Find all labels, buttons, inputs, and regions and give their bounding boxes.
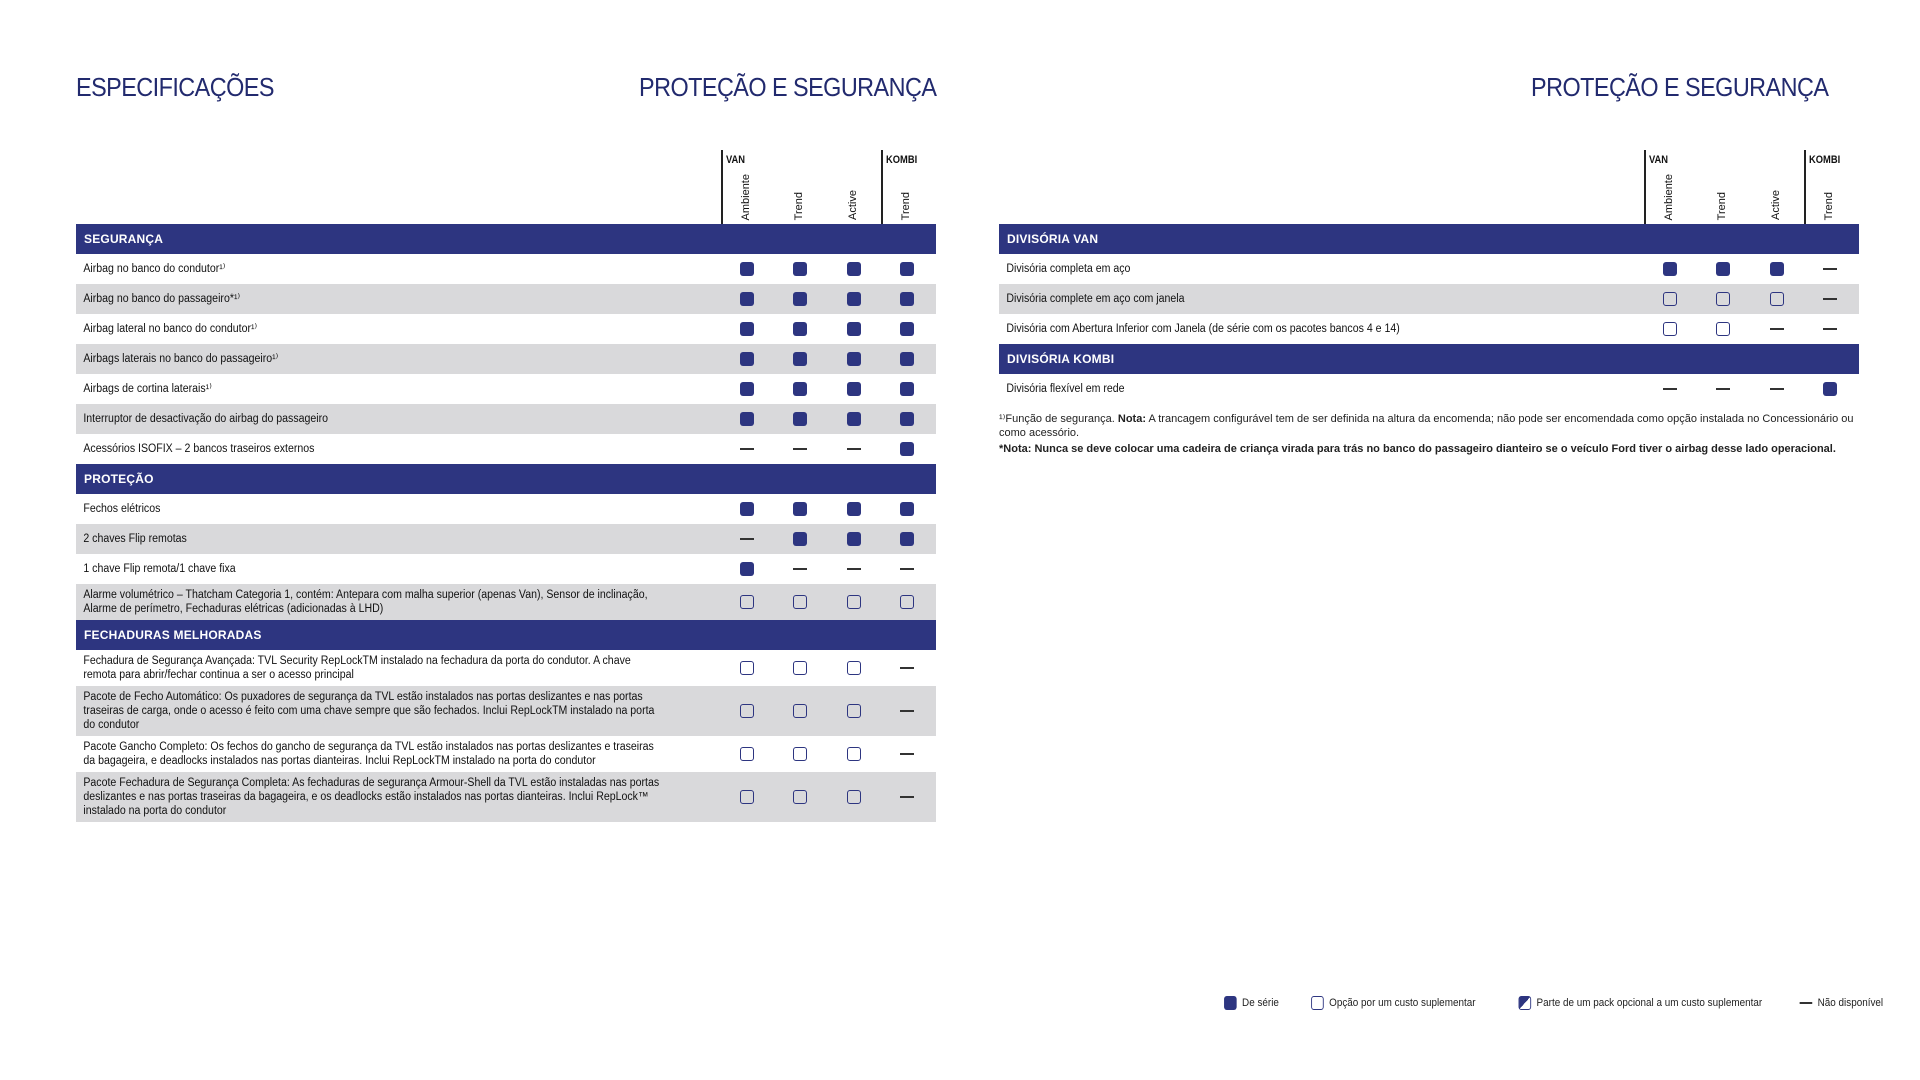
unavailable-icon bbox=[900, 568, 914, 570]
unavailable-icon bbox=[740, 538, 754, 540]
standard-icon bbox=[740, 562, 754, 576]
table-row bbox=[76, 584, 936, 620]
standard-icon bbox=[1663, 262, 1677, 276]
column-label: Ambiente bbox=[1663, 173, 1675, 220]
standard-icon bbox=[793, 322, 807, 336]
unavailable-icon bbox=[1770, 388, 1784, 390]
column-header bbox=[76, 150, 936, 224]
group-kombi: KOMBI bbox=[886, 154, 918, 166]
option-icon bbox=[847, 747, 861, 761]
table-row bbox=[76, 254, 936, 284]
unavailable-icon bbox=[793, 448, 807, 450]
option-icon bbox=[847, 595, 861, 609]
standard-icon bbox=[793, 412, 807, 426]
standard-icon bbox=[900, 382, 914, 396]
option-icon bbox=[1770, 292, 1784, 306]
table-row bbox=[76, 686, 936, 736]
group-van: VAN bbox=[726, 154, 746, 166]
row-label: 2 chaves Flip remotas bbox=[83, 533, 187, 545]
standard-icon bbox=[740, 262, 754, 276]
table-row bbox=[999, 254, 1859, 284]
standard-icon bbox=[793, 382, 807, 396]
option-icon bbox=[740, 595, 754, 609]
standard-icon bbox=[1770, 262, 1784, 276]
standard-icon bbox=[847, 352, 861, 366]
row-label: Airbags laterais no banco do passageiro¹⁾ bbox=[83, 353, 279, 365]
option-icon bbox=[847, 661, 861, 675]
unavailable-icon bbox=[793, 568, 807, 570]
standard-icon bbox=[900, 322, 914, 336]
standard-icon bbox=[1716, 262, 1730, 276]
standard-icon bbox=[900, 532, 914, 546]
table-row bbox=[76, 284, 936, 314]
unavailable-icon bbox=[1716, 388, 1730, 390]
pack-icon bbox=[1518, 996, 1531, 1010]
standard-icon bbox=[793, 262, 807, 276]
standard-icon bbox=[900, 292, 914, 306]
standard-icon bbox=[793, 292, 807, 306]
standard-icon bbox=[793, 502, 807, 516]
option-icon bbox=[847, 790, 861, 804]
row-label: Acessórios ISOFIX – 2 bancos traseiros externos bbox=[83, 443, 315, 455]
section-header: DIVISÓRIA KOMBI bbox=[999, 344, 1859, 374]
standard-icon bbox=[793, 532, 807, 546]
column-label: Trend bbox=[1823, 191, 1835, 220]
page-heading: ESPECIFICAÇÕES bbox=[76, 72, 274, 102]
row-label: Interruptor de desactivação do airbag do passageiro bbox=[83, 413, 329, 425]
row-label: Fechos elétricos bbox=[83, 503, 161, 515]
option-icon bbox=[793, 790, 807, 804]
standard-icon bbox=[740, 292, 754, 306]
unavailable-icon bbox=[900, 753, 914, 755]
row-label: Fechadura de Segurança Avançada: TVL Security RepLockTM instalado na fechadura da porta do condutor. A chave remota para abrir/fechar continua a ser o acesso principal bbox=[83, 655, 631, 681]
row-label: Airbag no banco do condutor¹⁾ bbox=[83, 263, 226, 275]
option-icon bbox=[847, 704, 861, 718]
page-title: PROTEÇÃO E SEGURANÇA bbox=[638, 72, 936, 102]
legend-unavailable: Não disponível bbox=[1800, 997, 1884, 1009]
unavailable-icon bbox=[1823, 268, 1837, 270]
standard-icon bbox=[900, 412, 914, 426]
column-label: Ambiente bbox=[740, 173, 752, 220]
row-label: Alarme volumétrico – Thatcham Categoria 1, contém: Antepara com malha superior (apenas Van), Sensor de inclinação, Alarme de perímetro, Fechaduras elétricas (adicionadas à LHD) bbox=[83, 589, 648, 615]
row-label: Divisória completa em aço bbox=[1006, 263, 1131, 275]
standard-icon bbox=[847, 322, 861, 336]
column-label: Trend bbox=[793, 191, 805, 220]
table-row bbox=[76, 344, 936, 374]
legend bbox=[1221, 996, 1888, 1010]
standard-icon bbox=[740, 502, 754, 516]
table-row bbox=[76, 524, 936, 554]
standard-icon bbox=[740, 352, 754, 366]
standard-icon bbox=[793, 352, 807, 366]
standard-icon bbox=[900, 442, 914, 456]
table-row bbox=[76, 650, 936, 686]
table-row bbox=[999, 284, 1859, 314]
option-icon bbox=[793, 595, 807, 609]
spec-table-right bbox=[999, 150, 1859, 404]
option-icon bbox=[793, 661, 807, 675]
row-label: Divisória com Abertura Inferior com Janela (de série com os pacotes bancos 4 e 14) bbox=[1006, 323, 1400, 335]
row-label: Airbags de cortina laterais¹⁾ bbox=[83, 383, 212, 395]
row-label: Pacote Fechadura de Segurança Completa: As fechaduras de segurança Armour-Shell da TVL estão instaladas nas portas deslizantes e nas portas traseiras da bagageira, e os deadlocks estão instalados nas portas dianteiras. Inclui RepLock™ instalado na porta do condutor bbox=[83, 777, 660, 817]
column-divider bbox=[881, 150, 883, 224]
row-label: Airbag lateral no banco do condutor¹⁾ bbox=[83, 323, 258, 335]
table-row bbox=[76, 554, 936, 584]
row-label: Pacote de Fecho Automático: Os puxadores de segurança da TVL estão instalados nas portas deslizantes e nas portas traseiras de carga, onde o acesso é feito com uma chave sempre que são fechados. Inclui RepLockTM instalado na porta do condutor bbox=[83, 691, 655, 731]
standard-icon bbox=[1823, 382, 1837, 396]
column-divider bbox=[1644, 150, 1646, 224]
group-kombi: KOMBI bbox=[1809, 154, 1841, 166]
unavailable-icon bbox=[1770, 328, 1784, 330]
standard-icon bbox=[847, 532, 861, 546]
group-van: VAN bbox=[1649, 154, 1669, 166]
table-row bbox=[76, 772, 936, 822]
table-row bbox=[999, 314, 1859, 344]
table-row bbox=[76, 434, 936, 464]
option-icon bbox=[1716, 292, 1730, 306]
column-label: Active bbox=[847, 190, 859, 220]
section-header: FECHADURAS MELHORADAS bbox=[76, 620, 936, 650]
table-row bbox=[76, 404, 936, 434]
standard-icon bbox=[900, 502, 914, 516]
footnotes bbox=[999, 412, 1859, 458]
section-header: DIVISÓRIA VAN bbox=[999, 224, 1859, 254]
column-label: Trend bbox=[1716, 191, 1728, 220]
standard-icon bbox=[900, 262, 914, 276]
row-label: Divisória flexível em rede bbox=[1006, 383, 1125, 395]
standard-icon bbox=[740, 322, 754, 336]
table-row bbox=[76, 494, 936, 524]
page-title-right: PROTEÇÃO E SEGURANÇA bbox=[1530, 72, 1828, 102]
standard-icon bbox=[900, 352, 914, 366]
option-icon bbox=[793, 747, 807, 761]
table-row bbox=[76, 374, 936, 404]
option-icon bbox=[740, 747, 754, 761]
column-divider bbox=[721, 150, 723, 224]
legend-pack: Parte de um pack opcional a um custo suplementar bbox=[1518, 996, 1762, 1010]
legend-standard: De série bbox=[1224, 996, 1279, 1010]
table-row bbox=[999, 374, 1859, 404]
option-icon bbox=[1716, 322, 1730, 336]
section-header: PROTEÇÃO bbox=[76, 464, 936, 494]
standard-icon bbox=[1224, 996, 1237, 1010]
footnote-safety: ¹⁾Função de segurança. Nota: A trancagem configurável tem de ser definida na altura da encomenda; não pode ser encomendada como opção instalada no Concessionário ou como acessório. bbox=[999, 413, 1854, 439]
unavailable-icon bbox=[1663, 388, 1677, 390]
unavailable-icon bbox=[900, 796, 914, 798]
footnote-warning: *Nota: Nunca se deve colocar uma cadeira de criança virada para trás no banco do passageiro dianteiro se o veículo Ford tiver o airbag desse lado operacional. bbox=[999, 443, 1836, 455]
column-label: Trend bbox=[900, 191, 912, 220]
standard-icon bbox=[847, 262, 861, 276]
unavailable-icon bbox=[740, 448, 754, 450]
legend-option: Opção por um custo suplementar bbox=[1311, 996, 1475, 1010]
standard-icon bbox=[847, 292, 861, 306]
unavailable-icon bbox=[900, 667, 914, 669]
unavailable-icon bbox=[1800, 1002, 1813, 1004]
column-label: Active bbox=[1770, 190, 1782, 220]
option-icon bbox=[1663, 292, 1677, 306]
option-icon bbox=[740, 790, 754, 804]
row-label: Pacote Gancho Completo: Os fechos do gancho de segurança da TVL estão instalados nas portas deslizantes e traseiras da bagageira, e deadlocks instalados nas portas dianteiras. Inclui RepLockTM instalado na porta do condutor bbox=[83, 741, 654, 767]
unavailable-icon bbox=[1823, 328, 1837, 330]
standard-icon bbox=[847, 382, 861, 396]
table-row bbox=[76, 314, 936, 344]
option-icon bbox=[1663, 322, 1677, 336]
row-label: Airbag no banco do passageiro*¹⁾ bbox=[83, 293, 241, 305]
spec-table-left bbox=[76, 150, 936, 822]
option-icon bbox=[1311, 996, 1324, 1010]
option-icon bbox=[740, 704, 754, 718]
column-header bbox=[999, 150, 1859, 224]
unavailable-icon bbox=[900, 710, 914, 712]
option-icon bbox=[793, 704, 807, 718]
option-icon bbox=[740, 661, 754, 675]
section-header: SEGURANÇA bbox=[76, 224, 936, 254]
row-label: Divisória complete em aço com janela bbox=[1006, 293, 1185, 305]
right-page bbox=[960, 0, 1920, 1080]
standard-icon bbox=[740, 382, 754, 396]
option-icon bbox=[900, 595, 914, 609]
unavailable-icon bbox=[1823, 298, 1837, 300]
standard-icon bbox=[847, 502, 861, 516]
standard-icon bbox=[847, 412, 861, 426]
unavailable-icon bbox=[847, 448, 861, 450]
unavailable-icon bbox=[847, 568, 861, 570]
row-label: 1 chave Flip remota/1 chave fixa bbox=[83, 563, 236, 575]
table-row bbox=[76, 736, 936, 772]
column-divider bbox=[1804, 150, 1806, 224]
standard-icon bbox=[740, 412, 754, 426]
